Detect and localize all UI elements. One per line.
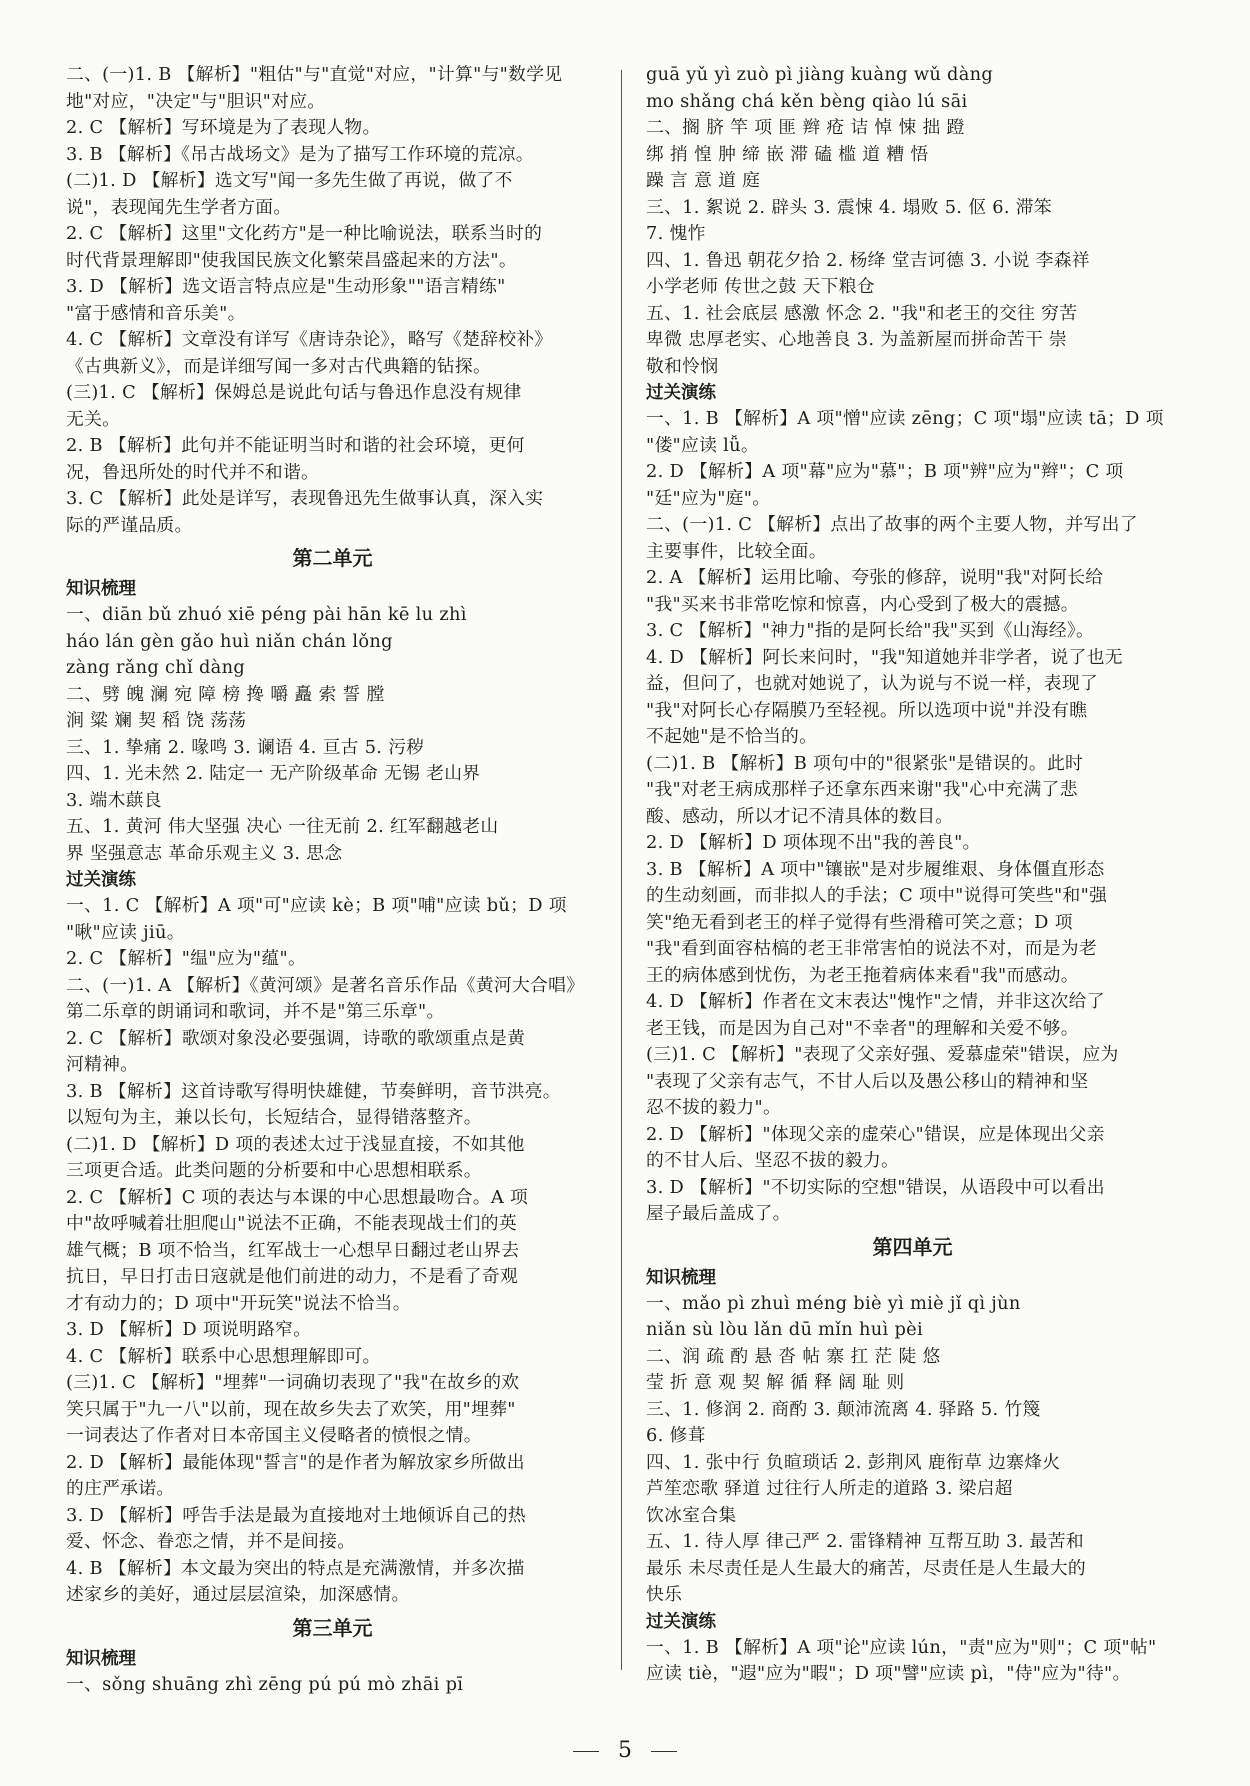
answer-line: 2. D 【解析】最能体现"誓言"的是作者为解放家乡所做出 [66,1451,525,1473]
answer-line: 4. B 【解析】本文最为突出的特点是充满激情，并多次描 [66,1557,525,1579]
answer-line: 忍不拔的毅力"。 [646,1097,782,1118]
answer-line: 况，鲁迅所处的时代并不和谐。 [66,461,320,483]
answer-line: 《古典新义》，而是详细写闻一多对古代典籍的钻探。 [66,355,492,377]
answer-line: 述家乡的美好，通过层层渲染，加深感情。 [66,1584,410,1605]
answer-line: 河精神。 [66,1054,139,1075]
answer-line: (二)1. D 【解析】D 项的表述太过于浅显直接，不如其他 [66,1133,525,1155]
subsection-heading: 知识梳理 [646,1267,716,1288]
answer-line: 一、1. C 【解析】A 项"可"应读 kè；B 项"哺"应读 bǔ；D 项 [66,895,567,916]
answer-line: 益，但问了，也就对她说了，认为说与不说一样，表现了 [646,673,1099,694]
answer-line: (二)1. D 【解析】选文写"闻一多先生做了再说，做了不 [66,170,513,191]
answer-line: "廷"应为"庭"。 [646,487,771,509]
answer-line: 三、1. 修润 2. 商酌 3. 颠沛流离 4. 驿路 5. 竹篾 [646,1398,1041,1420]
answer-line: mo shǎng chá kěn bèng qiào lú sāi [646,90,968,112]
answer-line: niǎn sù lòu lǎn dū mǐn huì pèi [646,1319,923,1340]
answer-line: 二、劈 魄 澜 宛 障 榜 搀 嚼 矗 索 誓 膛 [66,683,385,705]
answer-line: 3. D 【解析】选文语言特点应是"生动形象""语言精练" [66,276,506,297]
answer-line: 绑 捎 惶 肿 缔 嵌 滞 磕 槛 道 糟 悟 [646,143,929,165]
answer-line: 五、1. 社会底层 感激 怀念 2. "我"和老王的交往 穷苦 [646,302,1078,324]
answer-line: 一、1. B 【解析】A 项"憎"应读 zēng；C 项"塌"应读 tā；D 项 [646,408,1164,429]
left-column [66,62,599,1698]
answer-line: (二)1. B 【解析】B 项句中的"很紧张"是错误的。此时 [646,752,1084,774]
answer-line: guā yǔ yì zuò pì jiàng kuàng wǔ dàng [646,64,994,85]
answer-line: 6. 修葺 [646,1425,706,1446]
answer-line: 7. 愧怍 [646,223,706,244]
answer-line: 屋子最后盖成了。 [646,1203,791,1224]
answer-line: 2. C 【解析】写环境是为了表现人物。 [66,117,381,138]
answer-line: 雄气概；B 项不恰当，红军战士一心想早日翻过老山界去 [66,1239,520,1261]
answer-line: 五、1. 待人厚 律己严 2. 雷锋精神 互帮互助 3. 最苦和 [646,1531,1084,1552]
answer-line: 2. C 【解析】这里"文化药方"是一种比喻说法，联系当时的 [66,223,543,244]
answer-line: 老王钱，而是因为自己对"不幸者"的理解和关爱不够。 [646,1017,1079,1039]
answer-line: 应读 tiè，"遐"应为"暇"；D 项"譬"应读 pì，"侍"应为"待"。 [646,1663,1131,1684]
answer-line: "富于感情和音乐美"。 [66,302,246,324]
answer-line: 卑微 忠厚老实、心地善良 3. 为盖新屋而拼命苦干 崇 [646,329,1068,350]
answer-line: 二、润 疏 酌 悬 沓 帖 寨 扛 茫 陡 悠 [646,1345,941,1367]
answer-line: háo lán gèn gǎo huì niǎn chán lǒng [66,630,393,652]
answer-line: 四、1. 张中行 负暄琐话 2. 彭荆风 鹿衔草 边寨烽火 [646,1451,1061,1473]
subsection-heading: 过关演练 [646,383,716,403]
answer-line: "啾"应读 jiū。 [66,921,185,943]
section-title: 第四单元 [872,1234,953,1259]
answer-line: "偻"应读 lǚ。 [646,434,759,456]
answer-line: 2. D 【解析】"体现父亲的虚荣心"错误，应是体现出父亲 [646,1123,1105,1145]
answer-line: 二、(一)1. C 【解析】点出了故事的两个主要人物，并写出了 [646,514,1138,535]
answer-line: 四、1. 光未然 2. 陆定一 无产阶级革命 无锡 老山界 [66,763,481,784]
answer-line: 地"对应，"决定"与"胆识"对应。 [66,90,326,112]
footer-dash-right [651,1751,677,1752]
answer-line: 不起她"是不恰当的。 [646,726,818,747]
answer-line: 2. D 【解析】D 项体现不出"我的善良"。 [646,832,981,853]
answer-line: 界 坚强意志 革命乐观主义 3. 思念 [66,842,343,864]
answer-line: 王的病体感到忧伤，为老王拖着病体来看"我"而感动。 [646,964,1079,986]
answer-line: "我"对阿长心存隔膜乃至轻视。所以选项中说"并没有瞧 [646,699,1088,721]
answer-line: "我"买来书非常吃惊和惊喜，内心受到了极大的震撼。 [646,593,1079,615]
section-title: 第三单元 [292,1615,373,1640]
answer-line: 际的严谨品质。 [66,514,193,536]
answer-line: 4. C 【解析】联系中心思想理解即可。 [66,1345,381,1367]
answer-line: 2. C 【解析】"缊"应为"蕴"。 [66,948,307,969]
answer-line: 一词表达了作者对日本帝国主义侵略者的愤恨之情。 [66,1425,482,1446]
answer-line: 快乐 [646,1584,683,1605]
answer-line: "我"对老王病成那样子还拿东西来谢"我"心中充满了悲 [646,779,1078,800]
answer-line: (三)1. C 【解析】保姆总是说此句话与鲁迅作息没有规律 [66,382,522,403]
answer-line: 说"，表现闻先生学者方面。 [66,196,292,218]
answer-line: 莹 折 意 观 契 解 循 释 阔 耻 则 [646,1372,905,1393]
answer-line: 3. D 【解析】D 项说明路窄。 [66,1319,312,1340]
answer-line: 最乐 未尽责任是人生最大的痛苦，尽责任是人生最大的 [646,1557,1086,1579]
answer-line: 2. A 【解析】运用比喻、夸张的修辞，说明"我"对阿长给 [646,567,1104,588]
answer-line: 以短句为主，兼以长句，长短结合，显得错落整齐。 [66,1107,482,1128]
answer-line: 第二乐章的朗诵词和歌词，并不是"第三乐章"。 [66,1001,445,1022]
answer-line: 躁 言 意 道 庭 [646,170,761,191]
answer-line: 3. D 【解析】呼告手法是最为直接地对土地倾诉自己的热 [66,1504,526,1526]
answer-line: 2. C 【解析】C 项的表达与本课的中心思想最吻合。A 项 [66,1186,529,1208]
subsection-heading: 知识梳理 [66,1648,136,1669]
answer-line: 饮冰室合集 [646,1504,737,1526]
answer-line: 爱、怀念、眷恋之情，并不是间接。 [66,1531,356,1552]
answer-line: 酸、感动，所以才记不清具体的数目。 [646,805,954,827]
answer-line: 才有动力的；D 项中"开玩笑"说法不恰当。 [66,1292,411,1314]
page-number: 5 [618,1738,632,1763]
answer-line: 涧 粱 斓 契 稻 饶 荡荡 [66,710,247,731]
answer-line: 三、1. 挚痛 2. 喙鸣 3. 谰语 4. 亘古 5. 污秽 [66,736,425,758]
answer-line: 三、1. 絮说 2. 辟头 3. 震悚 4. 塌败 5. 伛 6. 滞笨 [646,196,1052,218]
answer-line: 的生动刻画，而非拟人的手法；C 项中"说得可笑些"和"强 [646,885,1108,906]
answer-line: 3. C 【解析】"神力"指的是阿长给"我"买到《山海经》。 [646,620,1095,641]
answer-line: 二、(一)1. A 【解析】《黄河颂》是著名音乐作品《黄河大合唱》 [66,974,585,996]
answer-line: 一、sǒng shuāng zhì zēng pú pú mò zhāi pī [66,1673,464,1695]
subsection-heading: 过关演练 [66,870,136,890]
answer-line: 抗日，早日打击日寇就是他们前进的动力，不是看了奇观 [66,1266,519,1287]
answer-line: 小学老师 传世之鼓 天下粮仓 [646,276,875,297]
answer-line: 五、1. 黄河 伟大坚强 决心 一往无前 2. 红军翻越老山 [66,816,499,837]
answer-line: "我"看到面容枯槁的老王非常害怕的说法不对，而是为老 [646,938,1097,959]
answer-line: 时代背景理解即"使我国民族文化繁荣昌盛起来的方法"。 [66,249,517,271]
answer-line: 一、1. B 【解析】A 项"论"应读 lún，"责"应为"则"；C 项"帖" [646,1636,1157,1658]
answer-line: (三)1. C 【解析】"表现了父亲好强、爱慕虚荣"错误，应为 [646,1044,1119,1065]
subsection-heading: 过关演练 [646,1611,716,1632]
answer-line: 2. B 【解析】此句并不能证明当时和谐的社会环境，更何 [66,435,525,456]
answer-line: 2. D 【解析】A 项"幕"应为"慕"；B 项"辨"应为"辫"；C 项 [646,461,1124,482]
answer-line: 一、diān bǔ zhuó xiē péng pài hān kē lu zhì [66,604,467,625]
answer-line: "表现了父亲有志气，不甘人后以及愚公移山的精神和坚 [646,1070,1089,1092]
answer-line: 无关。 [66,408,121,430]
answer-line: zàng rǎng chǐ dàng [66,657,246,678]
answer-line: 三项更合适。此类问题的分析要和中心思想相联系。 [66,1160,482,1181]
answer-line: 3. B 【解析】《吊古战场文》是为了描写工作环境的荒凉。 [66,143,534,165]
answer-line: 二、(一)1. B 【解析】"粗估"与"直觉"对应，"计算"与"数学见 [66,64,563,85]
answer-line: 主要事件，比较全面。 [646,540,827,562]
answer-line: 2. C 【解析】歌颂对象没必要强调，诗歌的歌颂重点是黄 [66,1027,526,1049]
column-divider [621,70,622,1670]
answer-line: 4. D 【解析】作者在文末表达"愧怍"之情，并非这次给了 [646,991,1105,1012]
answer-line: 敬和怜悯 [646,355,719,377]
answer-line: 的庄严承诺。 [66,1478,175,1499]
subsection-heading: 知识梳理 [66,579,136,599]
answer-line: 4. D 【解析】阿长来问时，"我"知道她并非学者，说了也无 [646,646,1123,668]
answer-line: 中"故呼喊着壮胆爬山"说法不正确，不能表现战士们的英 [66,1213,517,1234]
answer-line: 3. B 【解析】这首诗歌写得明快雄健，节奏鲜明，音节洪亮。 [66,1080,561,1102]
footer-dash-left [573,1751,599,1752]
section-title: 第二单元 [292,546,373,570]
answer-line: 的不甘人后、坚忍不拔的毅力。 [646,1150,900,1171]
page-footer [0,1738,1250,1763]
answer-line: 笑"绝无看到老王的样子觉得有些滑稽可笑之意；D 项 [646,911,1073,933]
answer-line: 二、搁 脐 竿 项 匪 辫 疮 诘 悼 悚 拙 蹬 [646,117,965,138]
answer-line: 3. D 【解析】"不切实际的空想"错误，从语段中可以看出 [646,1176,1105,1198]
answer-line: (三)1. C 【解析】"埋葬"一词确切表现了"我"在故乡的欢 [66,1372,520,1393]
right-column [646,62,1179,1688]
answer-line: 4. C 【解析】文章没有详写《唐诗杂论》，略写《楚辞校补》 [66,329,553,350]
answer-line: 四、1. 鲁迅 朝花夕拾 2. 杨绛 堂吉诃德 3. 小说 李森祥 [646,249,1090,271]
answer-line: 3. C 【解析】此处是详写，表现鲁迅先生做事认真，深入实 [66,488,544,509]
answer-line: 3. 端木蕻良 [66,789,162,811]
answer-line: 笑只属于"九一八"以前，现在故乡失去了欢笑，用"埋葬" [66,1398,516,1420]
answer-line: 一、mǎo pì zhuì méng biè yì miè jǐ qì jùn [646,1292,1021,1314]
answer-line: 3. B 【解析】A 项中"镶嵌"是对步履维艰、身体僵直形态 [646,858,1105,880]
answer-line: 芦笙恋歌 驿道 过往行人所走的道路 3. 梁启超 [646,1478,1013,1499]
